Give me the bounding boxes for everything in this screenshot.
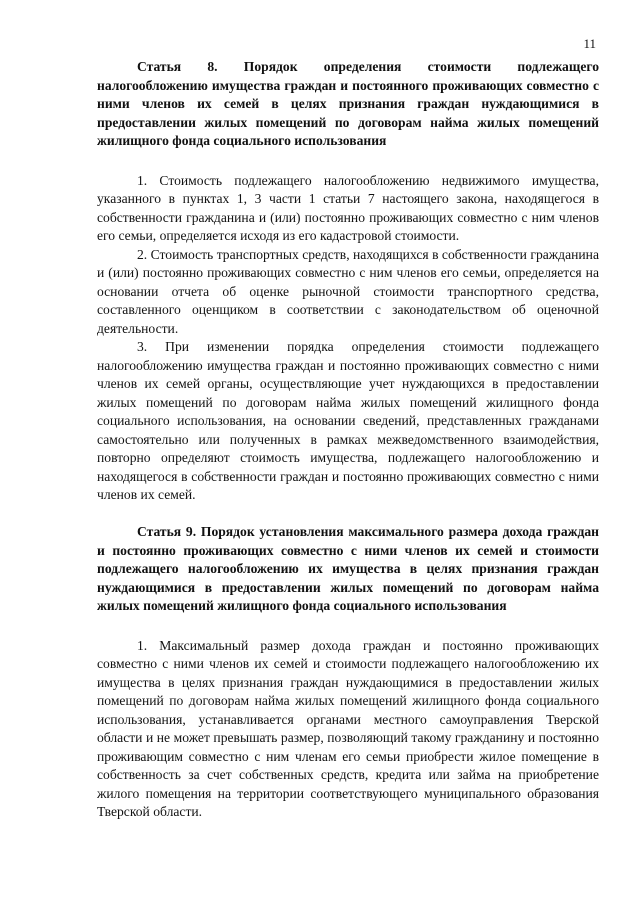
article-8-paragraph-1: 1. Стоимость подлежащего налогообложению недвижимого имущества, указанного в пунктах 1, 3 части 1 статьи 7 настоящего закона, находящегося в собственности гражданина и (или) постоянно проживающих совместно с ним членов его семьи, определяется исходя из его кадастровой стоимости. [97,172,599,244]
article-8-heading: Статья 8. Порядок определения стоимости подлежащего налогообложению имущества граждан и постоянного проживающих совместно с ними членов их семей в целях признания граждан нуждающимися в предоставлении жилых помещений по договорам найма жилых помещений жилищного фонда социального использования [97,59,599,149]
page-number: 11 [583,36,596,51]
article-9-heading: Статья 9. Порядок установления максимального размера дохода граждан и постоянно проживающих совместно с ними членов их семей и стоимости подлежащего налогообложению их имущества в целях признания граждан нуждающимися в предоставлении жилых помещений по договорам найма жилых помещений жилищного фонда социального использования [97,523,599,614]
spacer [97,616,599,637]
document-body [97,58,599,822]
spacer [97,505,599,523]
article-9-paragraph-1: 1. Максимальный размер дохода граждан и постоянно проживающих совместно с ними членов их семей и стоимости подлежащего налогообложению их имущества в целях признания граждан нуждающимися в предоставлении жилых помещений по договорам найма жилых помещений жилищного фонда социального использования, устанавливается органами местного самоуправления Тверской области и не может превышать размер, позволяющий такому гражданину и постоянно проживающим совместно с ним членам его семьи приобрести жилое помещение в собственность за счет собственных средств, кредита или займа на приобретение жилого помещения на территории соответствующего муниципального образования Тверской области. [97,637,599,820]
spacer [97,151,599,172]
article-8-paragraph-3: 3. При изменении порядка определения стоимости подлежащего налогообложению имущества граждан и постоянно проживающих совместно с ними членов их семей органы, осуществляющие учет нуждающихся в предоставлении жилых помещений по договорам найма жилых помещений жилищного фонда социального использования, на основании сведений, представленных гражданами самостоятельно или полученных в рамках межведомственного взаимодействия, повторно определяют стоимость имущества, подлежащего налогообложению и находящегося в собственности граждан и постоянно проживающих совместно с ними членов их семей. [97,339,599,503]
article-8-paragraph-2: 2. Стоимость транспортных средств, находящихся в собственности гражданина и (или) постоянно проживающих совместно с ним членов его семьи, определяется на основании отчета об оценке рыночной стоимости транспортного средства, составленного оценщиком в соответствии с законодательством об оценочной деятельности. [97,246,599,336]
